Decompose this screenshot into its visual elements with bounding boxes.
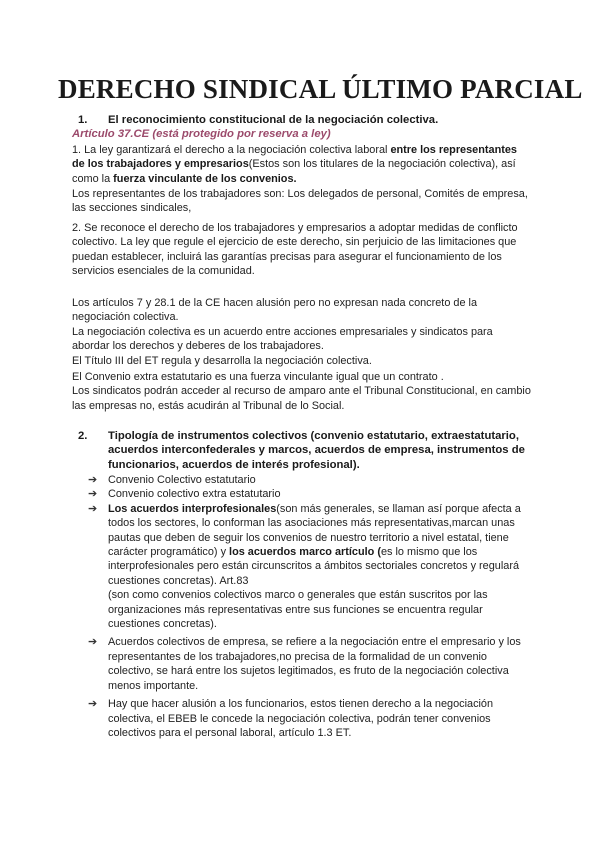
list-item-note: (son como convenios colectivos marco o generales que están suscritos por las organizaciones más representativas entre sus funciones se encuentra regular cuestiones concretas). <box>108 589 488 631</box>
p1-text-1: 1. La ley garantizará el derecho a la negociación colectiva laboral <box>72 144 391 156</box>
arrow-icon: ➔ <box>88 636 98 649</box>
p1-text-2: (Estos son los titulares de la negociación colectiva), así como la <box>72 158 516 185</box>
p5-line-2: Los sindicatos podrán acceder al recurso de amparo ante el Tribunal Constitucional, en cambio las empresas no, estás acudirán al Tribunal de lo Social. <box>72 385 531 412</box>
list-item-text: es lo mismo que los interprofesionales pero están circunscritos a ámbitos sectoriales concretos y regulará cuestiones concretas). Art.83 <box>108 546 520 587</box>
list-item-text: Convenio Colectivo estatutario <box>108 474 256 486</box>
paragraph-article-point-2: 2. Se reconoce el derecho de los trabajadores y empresarios a adoptar medidas de conflicto colectivo. La ley que regule el ejercicio de este derecho, sin perjuicio de las limitaciones que puedan establecer, incluirá las garantías precisas para asegurar el funcionamiento de los servicios esenciales de la comunidad. <box>72 222 518 278</box>
article-reference: Artículo 37.CE (está protegido por reserva a ley) <box>72 128 331 140</box>
list-item-statutory <box>88 473 533 487</box>
list-item-interprofessional <box>88 502 533 632</box>
section-1-title: El reconocimiento constitucional de la negociación colectiva. <box>108 114 439 126</box>
section-2-heading <box>78 429 538 472</box>
p4-line-2: La negociación colectiva es un acuerdo entre acciones empresariales y sindicatos para abordar los derechos y deberes de los trabajadores. <box>72 325 493 353</box>
arrow-icon: ➔ <box>88 698 98 711</box>
paragraph-extra-statutory <box>72 370 532 413</box>
instrument-list <box>88 473 533 744</box>
list-item-bold: los acuerdos marco artículo ( <box>229 546 381 559</box>
arrow-icon: ➔ <box>88 502 98 515</box>
section-1-number: 1. <box>78 114 88 126</box>
list-item-company-agreements <box>88 635 533 693</box>
p1-bold-2: fuerza vinculante de los convenios. <box>113 172 297 185</box>
p5-line-1: El Convenio extra estatutario es una fuerza vinculante igual que un contrato . <box>72 371 444 383</box>
section-2-title: Tipología de instrumentos colectivos (convenio estatutario, extraestatutario, acuerdos interconfederales y marcos, acuerdos de empresa, instrumentos de funcionarios, acuerdos de interés profesional). <box>108 430 525 471</box>
list-item-bold: Los acuerdos interprofesionales <box>108 502 277 515</box>
arrow-icon: ➔ <box>88 474 98 486</box>
p4-line-3: El Título III del ET regula y desarrolla la negociación colectiva. <box>72 354 372 367</box>
paragraph-representatives: Los representantes de los trabajadores son: Los delegados de personal, Comités de empresa, las secciones sindicales, <box>72 188 528 215</box>
list-item-text: Convenio colectivo extra estatutario <box>108 488 281 501</box>
list-item-text: Hay que hacer alusión a los funcionarios, estos tienen derecho a la negociación colectiva, el EBEB le concede la negociación colectiva, podrán tener convenios colectivos para el personal laboral, artículo 1.3 ET. <box>108 698 494 739</box>
list-item-text: Acuerdos colectivos de empresa, se refiere a la negociación entre el empresario y los representantes de los trabajadores,no precisa de la formalidad de un convenio colectivo, se hará entre los sujetos legitimados, es fruto de la negociación colectiva menos importante. <box>108 636 521 692</box>
list-item-civil-servants <box>88 697 533 740</box>
arrow-icon: ➔ <box>88 488 98 501</box>
paragraph-article-point-1 <box>72 143 532 186</box>
section-2-number: 2. <box>78 430 88 442</box>
paragraph-articles-ce <box>72 296 532 368</box>
p1-bold-1: entre los representantes de los trabajadores y empresarios <box>72 144 517 171</box>
document-title: DERECHO SINDICAL ÚLTIMO PARCIAL <box>58 74 583 104</box>
list-item-text: (son más generales, se llaman así porque afecta a todos los sectores, lo conforman las asociaciones más representativas,marcan unas pautas que deben de seguir los convenios de nuestro territorio a nivel estatal, tiene carácter programático) y <box>108 502 521 559</box>
p4-line-1: Los artículos 7 y 28.1 de la CE hacen alusión pero no expresan nada concreto de la negociación colectiva. <box>72 297 478 324</box>
list-item-extra-statutory <box>88 487 533 501</box>
section-1-heading <box>78 113 438 127</box>
